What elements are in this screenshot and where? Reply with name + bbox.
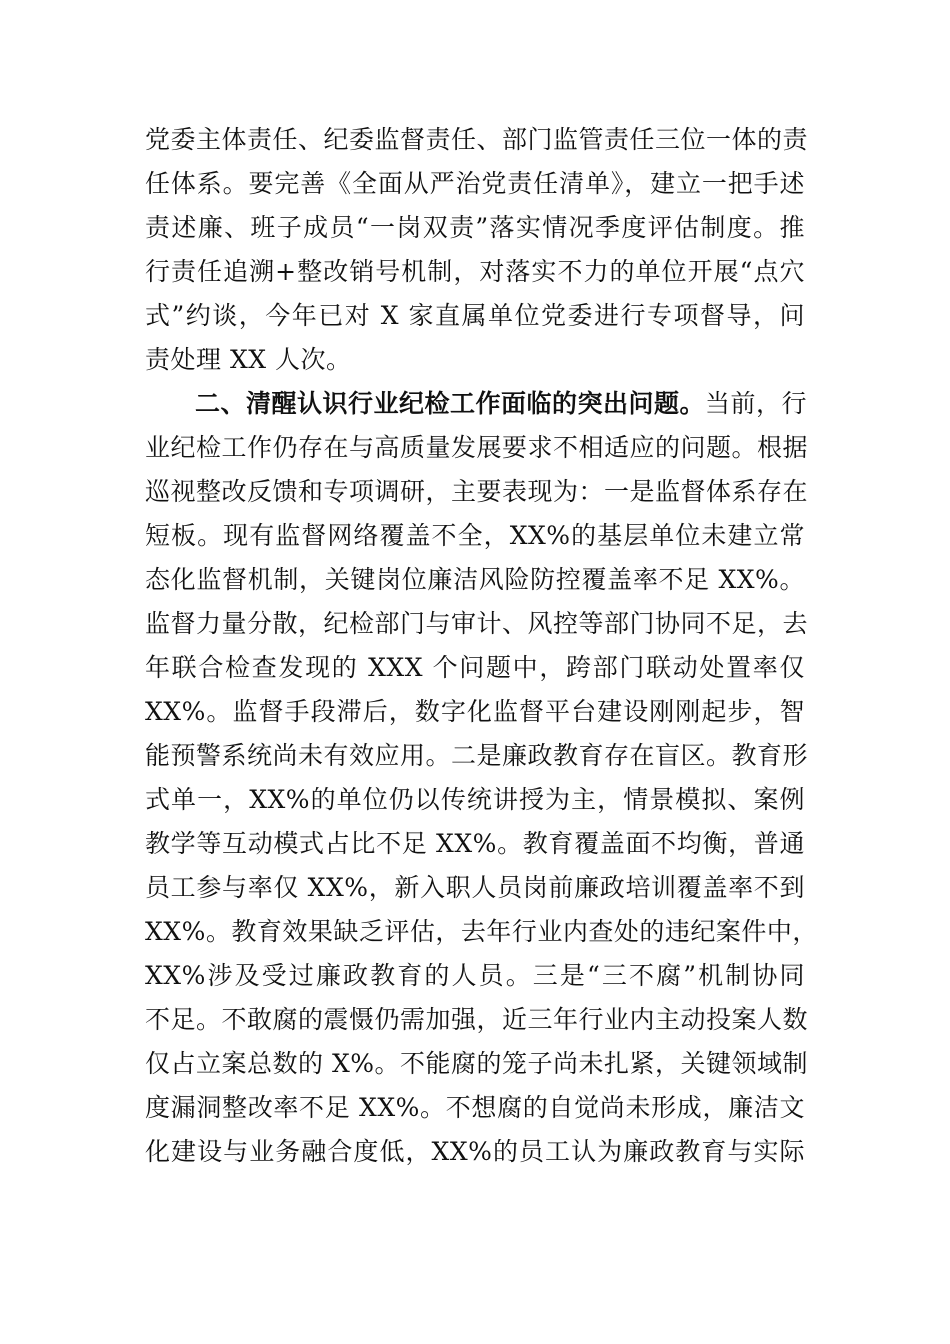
text-line: 教学等互动模式占比不足 XX%。教育覆盖面不均衡，普通 [145, 829, 805, 858]
text-line: 员工参与率仅 XX%，新入职人员岗前廉政培训覆盖率不到 [145, 873, 805, 902]
text-line: 不足。不敢腐的震慑仍需加强，近三年行业内主动投案人数 [145, 1005, 809, 1034]
text-line: XX%。监督手段滞后，数字化监督平台建设刚刚起步，智 [145, 697, 805, 726]
text-line: 责述廉、班子成员“一岗双责”落实情况季度评估制度。推 [145, 213, 805, 242]
text-line: 化建设与业务融合度低，XX%的员工认为廉政教育与实际 [145, 1137, 805, 1166]
text-line: 党委主体责任、纪委监督责任、部门监管责任三位一体的责 [145, 125, 809, 154]
text-line: 责处理 XX 人次。 [145, 345, 352, 374]
text-line: 式单一，XX%的单位仍以传统讲授为主，情景模拟、案例 [145, 785, 805, 814]
heading-line [145, 382, 808, 426]
heading-line-rest: 当前，行 [705, 389, 808, 418]
text-line: 短板。现有监督网络覆盖不全，XX%的基层单位未建立常 [145, 521, 805, 550]
text-line: 式”约谈，今年已对 X 家直属单位党委进行专项督导，问 [145, 301, 805, 330]
section-heading: 二、清醒认识行业纪检工作面临的突出问题。 [195, 389, 706, 418]
text-line: 监督力量分散，纪检部门与审计、风控等部门协同不足，去 [145, 609, 809, 638]
text-line: 度漏洞整改率不足 XX%。不想腐的自觉尚未形成，廉洁文 [145, 1093, 805, 1122]
text-line: 仅占立案总数的 X%。不能腐的笼子尚未扎紧，关键领域制 [145, 1049, 809, 1078]
text-line: 巡视整改反馈和专项调研，主要表现为：一是监督体系存在 [145, 477, 809, 506]
text-line: 年联合检查发现的 XXX 个问题中，跨部门联动处置率仅 [145, 653, 805, 682]
text-line: XX%。教育效果缺乏评估，去年行业内查处的违纪案件中， [145, 917, 818, 946]
text-line: XX%涉及受过廉政教育的人员。三是“三不腐”机制协同 [145, 961, 805, 990]
text-line: 业纪检工作仍存在与高质量发展要求不相适应的问题。根据 [145, 433, 809, 462]
text-line: 行责任追溯+整改销号机制，对落实不力的单位开展“点穴 [145, 257, 805, 286]
body-text [145, 118, 818, 1174]
text-line: 能预警系统尚未有效应用。二是廉政教育存在盲区。教育形 [145, 741, 809, 770]
paragraph-2 [145, 382, 818, 1174]
text-line: 态化监督机制，关键岗位廉洁风险防控覆盖率不足 XX%。 [145, 565, 805, 594]
text-line: 任体系。要完善《全面从严治党责任清单》，建立一把手述 [145, 169, 805, 198]
paragraph-1 [145, 118, 809, 382]
